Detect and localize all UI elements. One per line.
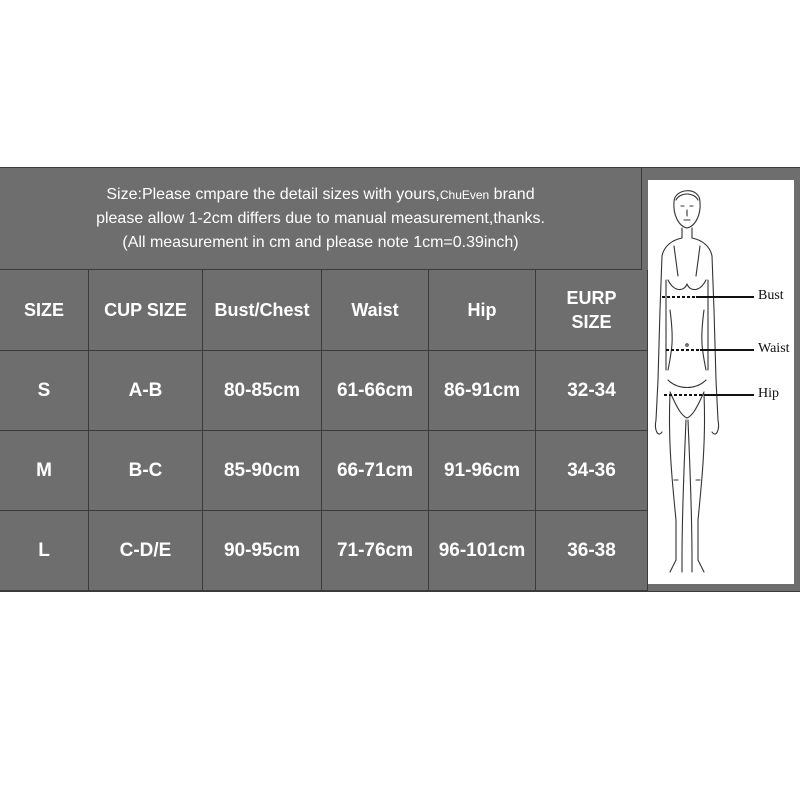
cell-bust: 90-95cm <box>203 511 322 591</box>
header-cup-size: CUP SIZE <box>89 270 203 351</box>
cell-waist: 61-66cm <box>322 351 429 431</box>
size-table <box>0 270 648 591</box>
cell-cup: B-C <box>89 431 203 511</box>
note-line-2: please allow 1-2cm differs due to manual measurement,thanks. <box>96 209 545 227</box>
table-row <box>0 511 648 591</box>
size-chart <box>0 167 800 592</box>
table-header-row <box>0 270 648 351</box>
note-line-1: Size:Please cmpare the detail sizes with yours,ChuEven brand <box>106 185 535 203</box>
header-eurp-size: EURP SIZE <box>536 270 648 351</box>
cell-eurp: 32-34 <box>536 351 648 431</box>
cell-hip: 96-101cm <box>429 511 536 591</box>
brand-name: ChuEven <box>439 187 490 202</box>
cell-cup: C-D/E <box>89 511 203 591</box>
cell-size: M <box>0 431 89 511</box>
hip-label: Hip <box>758 386 779 401</box>
cell-cup: A-B <box>89 351 203 431</box>
cell-hip: 91-96cm <box>429 431 536 511</box>
table-row <box>0 431 648 511</box>
cell-waist: 71-76cm <box>322 511 429 591</box>
table-row <box>0 351 648 431</box>
header-waist: Waist <box>322 270 429 351</box>
bust-label: Bust <box>758 288 784 303</box>
header-size: SIZE <box>0 270 89 351</box>
waist-label: Waist <box>758 341 790 356</box>
cell-waist: 66-71cm <box>322 431 429 511</box>
cell-hip: 86-91cm <box>429 351 536 431</box>
cell-bust: 80-85cm <box>203 351 322 431</box>
header-bust: Bust/Chest <box>203 270 322 351</box>
cell-eurp: 36-38 <box>536 511 648 591</box>
header-hip: Hip <box>429 270 536 351</box>
size-note <box>0 168 642 270</box>
cell-eurp: 34-36 <box>536 431 648 511</box>
cell-size: L <box>0 511 89 591</box>
cell-bust: 85-90cm <box>203 431 322 511</box>
note-line-3: (All measurement in cm and please note 1cm=0.39inch) <box>122 233 519 251</box>
body-measurement-figure <box>648 180 794 584</box>
body-outline-icon <box>648 180 794 584</box>
cell-size: S <box>0 351 89 431</box>
